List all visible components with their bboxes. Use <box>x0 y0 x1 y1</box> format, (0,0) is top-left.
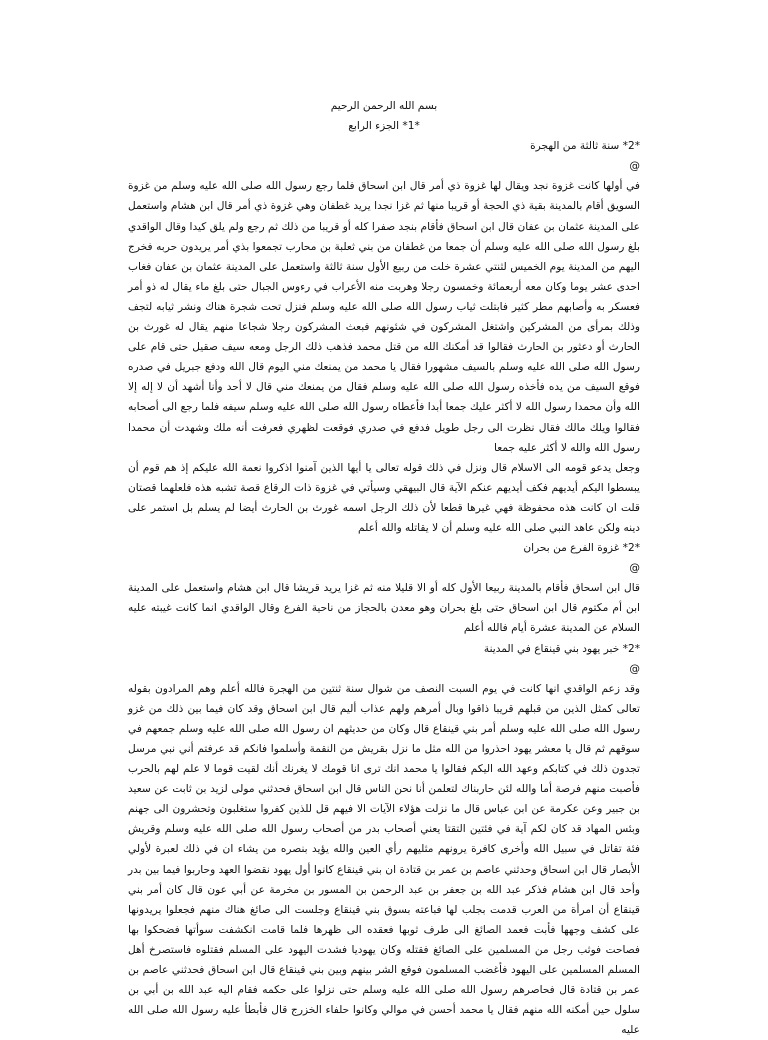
volume-title: *1* الجزء الرابع <box>348 120 420 133</box>
section-heading: *2* غزوة الفرع من بحران <box>523 542 640 555</box>
document-body <box>128 96 640 1040</box>
section-heading: *2* خبر يهود بني قينقاع في المدينة <box>483 642 640 655</box>
paragraph: وجعل يدعو قومه الى الاسلام قال ونزل في ذلك قوله تعالى يا أيها الذين آمنوا اذكروا نعمة الله عليكم إذ هم قوم أن يبسطوا اليكم أيديهم فكف أيديهم عنكم الآية قال البيهقي وسيأتي في غزوة ذات الرقاع قصة تشبه هذه فلعلهما قصتان قلت ان كانت هذه محفوظة فهي غيرها قطعا لأن ذلك الرجل اسمه غورث بن الحارث أيضا لم يسلم بل استمر على دينه ولكن عاهد النبي صلى الله عليه وسلم أن لا يقاتله والله أعلم <box>128 461 640 534</box>
paragraph: في أولها كانت غزوة نجد ويقال لها غزوة ذي أمر قال ابن اسحاق فلما رجع رسول الله صلى الله عليه وسلم من غزوة السويق أقام بالمدينة بقية ذي الحجة أو قريبا منها ثم غزا نجدا يريد غطفان وهي غزوة ذي أمر قال ابن هشام واستعمل على المدينة عثمان بن عفان قال ابن اسحاق فأقام بنجد صفرا كله أو قريبا من ذلك ثم رجع ولم يلق كيدا وقال الواقدي بلغ رسول الله صلى الله عليه وسلم أن جمعا من غطفان من بني ثعلبة بن محارب تجمعوا بذي أمر يريدون حربه فخرج اليهم من المدينة يوم الخميس لثنتي عشرة خلت من ربيع الأول سنة ثالثة واستعمل على المدينة عثمان بن عفان فغاب احدى عشر يوما وكان معه أربعمائة وخمسون رجلا وهربت منه الأعراب في رءوس الجبال حتى بلغ ماء يقال له ذو أمر فعسكر به وأصابهم مطر كثير فابتلت ثياب رسول الله صلى الله عليه وسلم فنزل تحت شجرة هناك ونشر ثيابه لتجف وذلك بمرأى من المشركين واشتغل المشركون في شئونهم فبعث المشركون رجلا شجاعا منهم يقال له غورث بن الحارث أو دعثور بن الحارث فقالوا قد أمكنك الله من قتل محمد فذهب ذلك الرجل ومعه سيف صقيل حتى قام على رسول الله صلى الله عليه وسلم بالسيف مشهورا فقال يا محمد من يمنعك مني اليوم قال الله ودفع جبريل في صدره فوقع السيف من يده فأخذه رسول الله صلى الله عليه وسلم فقال من يمنعك مني قال لا أحد وأنا أشهد أن لا إله إلا الله وأن محمدا رسول الله لا أكثر عليك جمعا أبدا فأعطاه رسول الله صلى الله عليه وسلم سيفه فلما رجع الى أصحابه فقالوا ويلك مالك فقال نظرت الى رجل طويل فدفع في صدري فوقعت لظهري فعرفت أنه ملك وشهدت أن محمدا رسول الله والله لا أكثر عليه جمعا <box>128 180 640 454</box>
section-marker: @ <box>629 662 640 675</box>
section-heading: *2* سنة ثالثة من الهجرة <box>530 140 640 153</box>
section-marker: @ <box>629 562 640 575</box>
paragraph: قال ابن اسحاق فأقام بالمدينة ربيعا الأول كله أو الا قليلا منه ثم غزا يريد قريشا قال ابن هشام واستعمل على المدينة ابن أم مكتوم قال ابن اسحاق حتى بلغ بحران وهو معدن بالحجاز من ناحية الفرع وقال الواقدي انما كانت غيبته عليه السلام عن المدينة عشرة أيام فالله أعلم <box>128 582 640 635</box>
bismillah-line: بسم الله الرحمن الرحيم <box>330 100 438 112</box>
paragraph: وقد زعم الواقدي انها كانت في يوم السبت النصف من شوال سنة ثنتين من الهجرة فالله أعلم وهم المرادون بقوله تعالى كمثل الذين من قبلهم قريبا ذاقوا وبال أمرهم ولهم عذاب أليم قال ابن اسحاق وقد كان فيما بين ذلك من غزو رسول الله صلى الله عليه وسلم أمر بني قينقاع قال وكان من حديثهم ان رسول الله صلى الله عليه وسلم جمعهم في سوقهم ثم قال يا معشر يهود احذروا من الله مثل ما نزل بقريش من النقمة وأسلموا فانكم قد عرفتم أني نبي مرسل تجدون ذلك في كتابكم وعهد الله اليكم فقالوا يا محمد انك ترى انا قومك لا يغرنك أنك لقيت قوما لا علم لهم بالحرب فأصبت منهم فرصة أما والله لئن حاربناك لتعلمن أنا نحن الناس قال ابن اسحاق فحدثني مولى لزيد بن ثابت عن سعيد بن جبير وعن عكرمة عن ابن عباس قال ما نزلت هؤلاء الآيات الا فيهم قل للذين كفروا ستغلبون وتحشرون الى جهنم وبئس المهاد قد كان لكم آية في فئتين التقتا يعني أصحاب بدر من أصحاب رسول الله صلى الله عليه وسلم وقريش فئة تقاتل في سبيل الله وأخرى كافرة يرونهم مثليهم رأي العين والله يؤيد بنصره من يشاء ان في ذلك لعبرة لأولي الأبصار قال ابن اسحاق وحدثني عاصم بن عمر بن قتادة ان بني قينقاع كانوا أول يهود نقضوا العهد وحاربوا فيما بين بدر وأحد قال ابن هشام فذكر عبد الله بن جعفر بن عبد الرحمن بن المسور بن مخرمة عن أبي عون قال كان أمر بني قينقاع أن امرأة من العرب قدمت بجلب لها فباعته بسوق بني قينقاع وجلست الى صائغ هناك منهم فجعلوا يريدونها على كشف وجهها فأبت فعمد الصائغ الى طرف ثوبها فعقده الى ظهرها فلما قامت انكشفت سوأتها فضحكوا بها فصاحت فوثب رجل من المسلمين على الصائغ فقتله وكان يهوديا فشدت اليهود على المسلم فقتلوه فاستصرخ أهل المسلم المسلمين على اليهود فأغضب المسلمون فوقع الشر بينهم وبين بني قينقاع قال ابن اسحاق فحدثني عاصم بن عمر بن قتادة قال فحاصرهم رسول الله صلى الله عليه وسلم حتى نزلوا على حكمه فقام اليه عبد الله بن أبي بن سلول حين أمكنه الله منهم فقال يا محمد أحسن في موالي وكانوا حلفاء الخزرج قال فأبطأ عليه رسول الله صلى الله عليه <box>128 682 640 1037</box>
section-marker: @ <box>629 160 640 173</box>
